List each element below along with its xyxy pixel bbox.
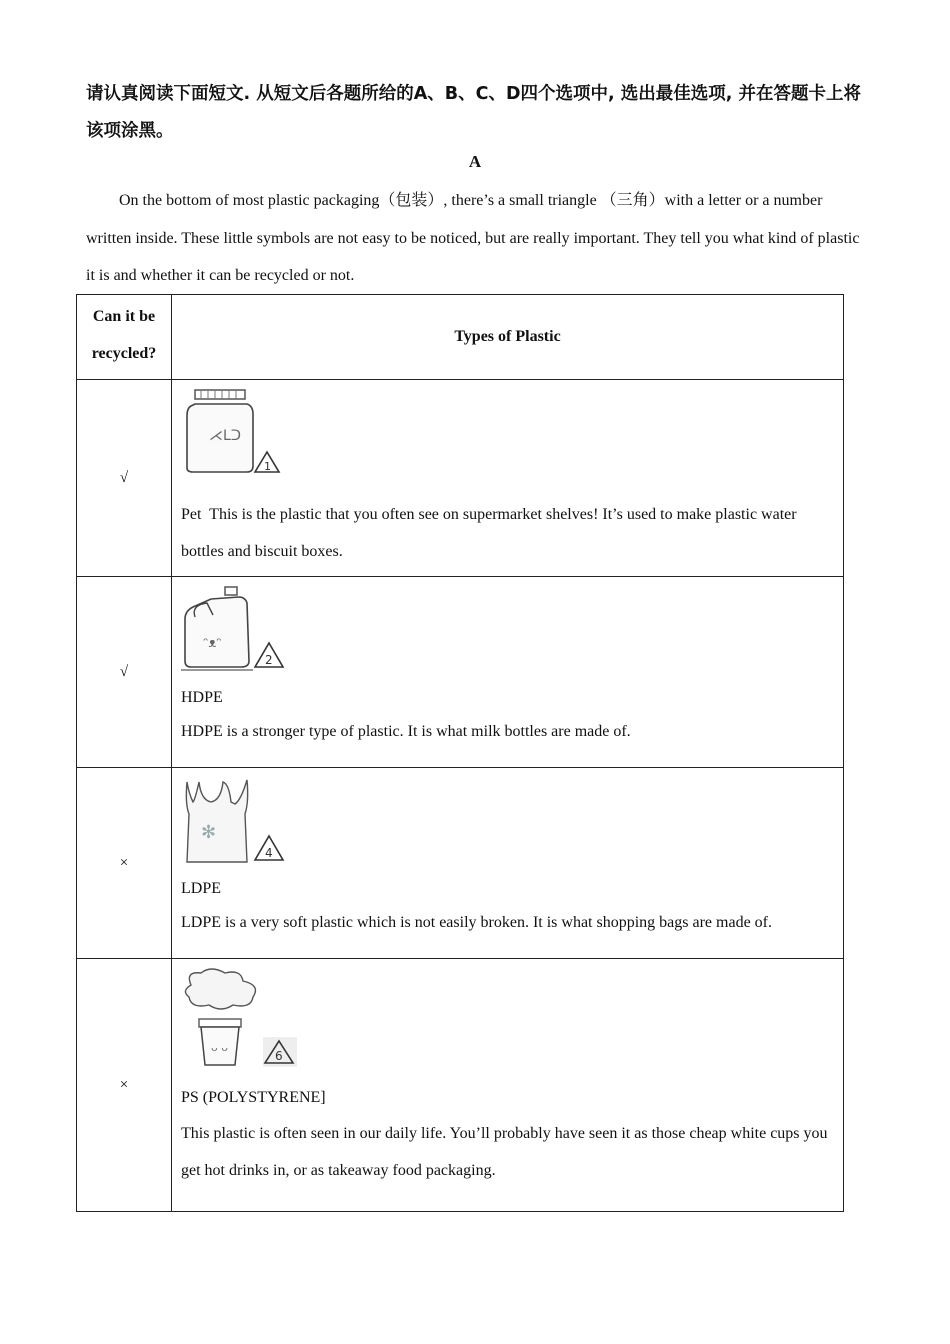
recyclable-mark: × — [77, 959, 172, 1212]
recycle-triangle-icon — [263, 1037, 297, 1067]
svg-text:ᵔᴥᵔ: ᵔᴥᵔ — [203, 636, 222, 651]
recycle-triangle-icon — [255, 643, 283, 667]
table-row — [77, 768, 844, 959]
plastic-cell — [172, 959, 844, 1212]
cup-icon — [181, 965, 301, 1071]
table-row — [77, 577, 844, 768]
table-header-row — [77, 295, 844, 380]
passage-paragraph: On the bottom of most plastic packaging（包装）, there’s a small triangle （三角）with a letter or a number written inside. These little symbols are not easy to be noticed, but are really important. They tell you what kind of plastic it is and whether it can be recycled or not. — [86, 192, 860, 284]
recyclable-mark: × — [77, 768, 172, 959]
svg-text:4: 4 — [265, 846, 273, 860]
plastic-description: This is the plastic that you often see on supermarket shelves! It’s used to make plastic water bottles and biscuit boxes. — [181, 506, 797, 560]
plastic-description: LDPE is a very soft plastic which is not easily broken. It is what shopping bags are made of. — [181, 914, 772, 931]
plastic-name: LDPE — [181, 880, 221, 897]
svg-text:6: 6 — [275, 1049, 283, 1063]
table-row — [77, 959, 844, 1212]
svg-text:1: 1 — [264, 460, 271, 473]
svg-text:2: 2 — [265, 653, 273, 667]
plastic-description: This plastic is often seen in our daily life. You’ll probably have seen it as those cheap white cups you get hot drinks in, or as takeaway food packaging. — [181, 1125, 828, 1179]
plastic-description: HDPE is a stronger type of plastic. It is what milk bottles are made of. — [181, 723, 631, 740]
recycle-triangle-icon — [255, 452, 279, 473]
header-types: Types of Plastic — [172, 295, 844, 380]
jug-icon — [181, 583, 291, 673]
section-heading: A — [468, 152, 482, 171]
svg-text:ᴗ ᴗ: ᴗ ᴗ — [211, 1041, 228, 1054]
jar-icon — [181, 386, 291, 476]
svg-text:⋌ᒪᑐ: ⋌ᒪᑐ — [209, 428, 242, 444]
recycle-triangle-icon — [255, 836, 283, 860]
svg-text:✻: ✻ — [201, 822, 217, 843]
plastic-name: PS (POLYSTYRENE] — [181, 1089, 326, 1106]
recyclable-mark: √ — [77, 380, 172, 577]
plastic-name: HDPE — [181, 689, 223, 706]
instruction-text: 请认真阅读下面短文. 从短文后各题所给的A、B、C、D四个选项中, 选出最佳选项, 并在答题卡上将该项涂黑。 — [86, 84, 861, 141]
header-recyclable: Can it be recycled? — [77, 295, 172, 380]
plastic-cell — [172, 577, 844, 768]
plastic-cell — [172, 380, 844, 577]
plastic-types-table — [76, 294, 844, 1212]
table-row — [77, 380, 844, 577]
recyclable-mark: √ — [77, 577, 172, 768]
bag-icon — [181, 774, 291, 866]
plastic-cell — [172, 768, 844, 959]
plastic-name: Pet — [181, 506, 202, 523]
